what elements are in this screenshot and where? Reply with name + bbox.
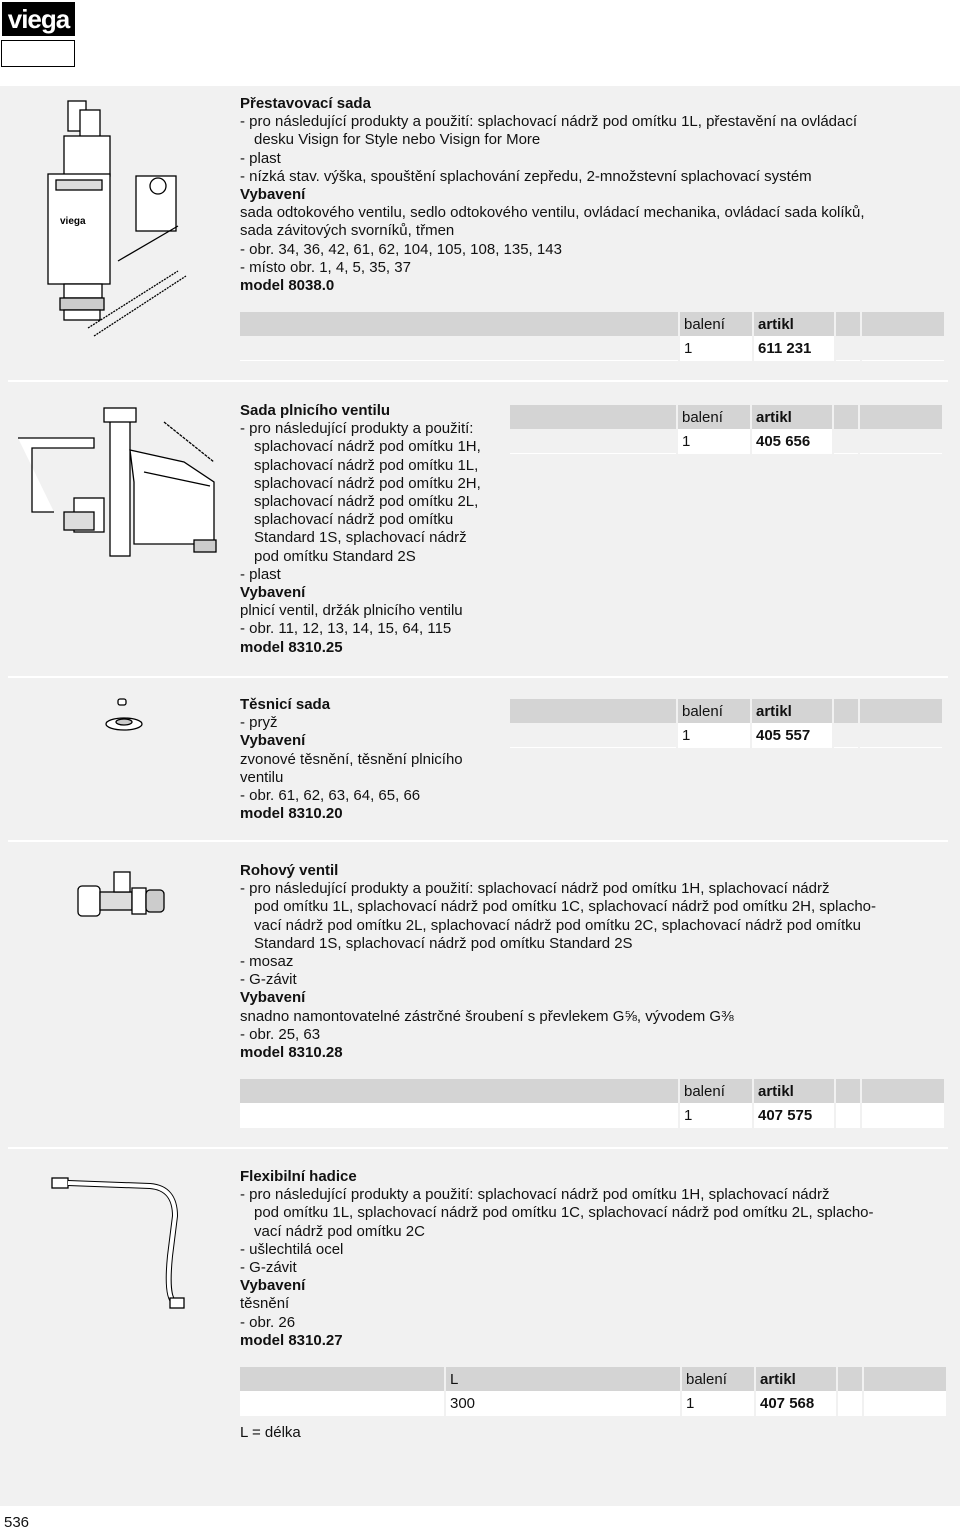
equipment-heading: Vybavení <box>240 1277 306 1295</box>
angle-valve-image <box>74 868 174 933</box>
model-number: model 8310.25 <box>240 638 343 656</box>
description-line: ventilu <box>240 768 284 786</box>
page-number: 536 <box>4 1514 30 1531</box>
article-table <box>238 312 946 361</box>
product-title: Přestavovací sada <box>240 95 371 112</box>
divider <box>8 676 948 678</box>
row-pack: 1 <box>678 429 750 454</box>
row-article: 611 231 <box>754 336 834 361</box>
row-article: 407 575 <box>754 1103 834 1128</box>
model-number: model 8310.20 <box>240 805 343 823</box>
product-description <box>240 862 876 1062</box>
col-header-article: artikl <box>752 699 832 723</box>
col-header-article: artikl <box>756 1367 836 1391</box>
description-line: splachovací nádrž pod omítku 2L, <box>254 493 479 511</box>
description-line: sada odtokového ventilu, sedlo odtokového ventilu, ovládací mechanika, ovládací sada kolíků, <box>240 204 865 222</box>
fill-valve-kit-image <box>14 402 234 567</box>
col-header-pack: balení <box>680 1079 752 1103</box>
product-title: Těsnicí sada <box>240 696 331 713</box>
description-line: - pro následující produkty a použití: splachovací nádrž pod omítku 1H, splachovací nádrž <box>240 1186 830 1204</box>
row-article: 407 568 <box>756 1391 836 1416</box>
model-number: model 8310.28 <box>240 1044 343 1062</box>
description-line: splachovací nádrž pod omítku 2H, <box>254 474 481 492</box>
product-title: Sada plnicího ventilu <box>240 402 391 419</box>
description-line: splachovací nádrž pod omítku <box>254 511 454 529</box>
article-table <box>508 699 944 748</box>
model-number: model 8310.27 <box>240 1331 343 1349</box>
col-header-pack: balení <box>680 312 752 336</box>
description-line: - obr. 11, 12, 13, 14, 15, 64, 115 <box>240 620 452 638</box>
seal-set-image <box>100 696 150 741</box>
svg-text:viega: viega <box>60 216 86 227</box>
row-article: 405 656 <box>752 429 832 454</box>
product-description <box>240 696 510 823</box>
col-header-pack: balení <box>682 1367 754 1391</box>
description-line: - ušlechtilá ocel <box>240 1240 344 1258</box>
description-line: splachovací nádrž pod omítku 1L, <box>254 456 479 474</box>
viega-logo: viega <box>2 2 75 36</box>
row-pack: 1 <box>678 723 750 748</box>
col-header-article: artikl <box>754 312 834 336</box>
col-header-length: L <box>446 1367 680 1391</box>
divider <box>8 1147 948 1149</box>
description-line: - G-závit <box>240 1259 297 1277</box>
description-line: - obr. 26 <box>240 1313 296 1331</box>
divider <box>8 380 948 382</box>
equipment-heading: Vybavení <box>240 989 306 1007</box>
description-line: - pro následující produkty a použití: splachovací nádrž pod omítku 1H, splachovací nádrž <box>240 880 830 898</box>
description-line: Standard 1S, splachovací nádrž pod omítku Standard 2S <box>254 934 633 952</box>
description-line: pod omítku Standard 2S <box>254 547 416 565</box>
equipment-heading: Vybavení <box>240 584 306 602</box>
model-number: model 8038.0 <box>240 277 335 295</box>
article-table <box>508 405 944 454</box>
description-line: desku Visign for Style nebo Visign for More <box>254 131 541 149</box>
article-table <box>238 1079 946 1128</box>
length-note: L = délka <box>240 1424 301 1441</box>
description-line: splachovací nádrž pod omítku 1H, <box>254 438 481 456</box>
equipment-heading: Vybavení <box>240 732 306 750</box>
description-line: - pro následující produkty a použití: <box>240 420 474 438</box>
description-line: plnicí ventil, držák plnicího ventilu <box>240 602 463 620</box>
logo-frame <box>1 40 75 67</box>
description-line: - obr. 25, 63 <box>240 1025 321 1043</box>
row-length: 300 <box>446 1391 680 1416</box>
description-line: - plast <box>240 565 281 583</box>
row-pack: 1 <box>682 1391 754 1416</box>
description-line: Standard 1S, splachovací nádrž <box>254 529 467 547</box>
product-title: Flexibilní hadice <box>240 1168 357 1185</box>
description-line: - nízká stav. výška, spouštění splachování zepředu, 2-množstevní splachovací systém <box>240 167 812 185</box>
col-header-article: artikl <box>752 405 832 429</box>
row-article: 405 557 <box>752 723 832 748</box>
product-description <box>240 402 510 657</box>
flexible-hose-image <box>50 1176 200 1321</box>
description-line: - pryž <box>240 714 278 732</box>
description-line: snadno namontovatelné zástrčné šroubení s převlekem G⅝, vývodem G⅜ <box>240 1007 734 1025</box>
description-line: - pro následující produkty a použití: splachovací nádrž pod omítku 1L, přestavění na ovládací <box>240 113 858 131</box>
description-line: těsnění <box>240 1295 290 1313</box>
article-table <box>238 1367 948 1416</box>
product-description <box>240 1168 874 1350</box>
product-title: Rohový ventil <box>240 862 339 879</box>
description-line: pod omítku 1L, splachovací nádrž pod omítku 1C, splachovací nádrž pod omítku 2H, splacho- <box>254 898 877 916</box>
description-line: vací nádrž pod omítku 2L, splachovací nádrž pod omítku 2C, splachovací nádrž pod omítku <box>254 916 861 934</box>
col-header-article: artikl <box>754 1079 834 1103</box>
description-line: - plast <box>240 149 281 167</box>
col-header-pack: balení <box>678 405 750 429</box>
equipment-heading: Vybavení <box>240 186 306 204</box>
description-line: - obr. 61, 62, 63, 64, 65, 66 <box>240 787 421 805</box>
col-header-pack: balení <box>678 699 750 723</box>
row-pack: 1 <box>680 336 752 361</box>
product-description <box>240 95 865 295</box>
description-line: sada závitových svorníků, třmen <box>240 222 455 240</box>
description-line: - mosaz <box>240 953 294 971</box>
description-line: - místo obr. 1, 4, 5, 35, 37 <box>240 258 411 276</box>
flush-valve-conversion-kit-image <box>38 96 198 351</box>
description-line: zvonové těsnění, těsnění plnicího <box>240 750 463 768</box>
divider <box>8 840 948 842</box>
description-line: vací nádrž pod omítku 2C <box>254 1222 425 1240</box>
description-line: pod omítku 1L, splachovací nádrž pod omítku 1C, splachovací nádrž pod omítku 2L, splacho- <box>254 1204 874 1222</box>
row-pack: 1 <box>680 1103 752 1128</box>
description-line: - obr. 34, 36, 42, 61, 62, 104, 105, 108, 135, 143 <box>240 240 562 258</box>
description-line: - G-závit <box>240 971 297 989</box>
